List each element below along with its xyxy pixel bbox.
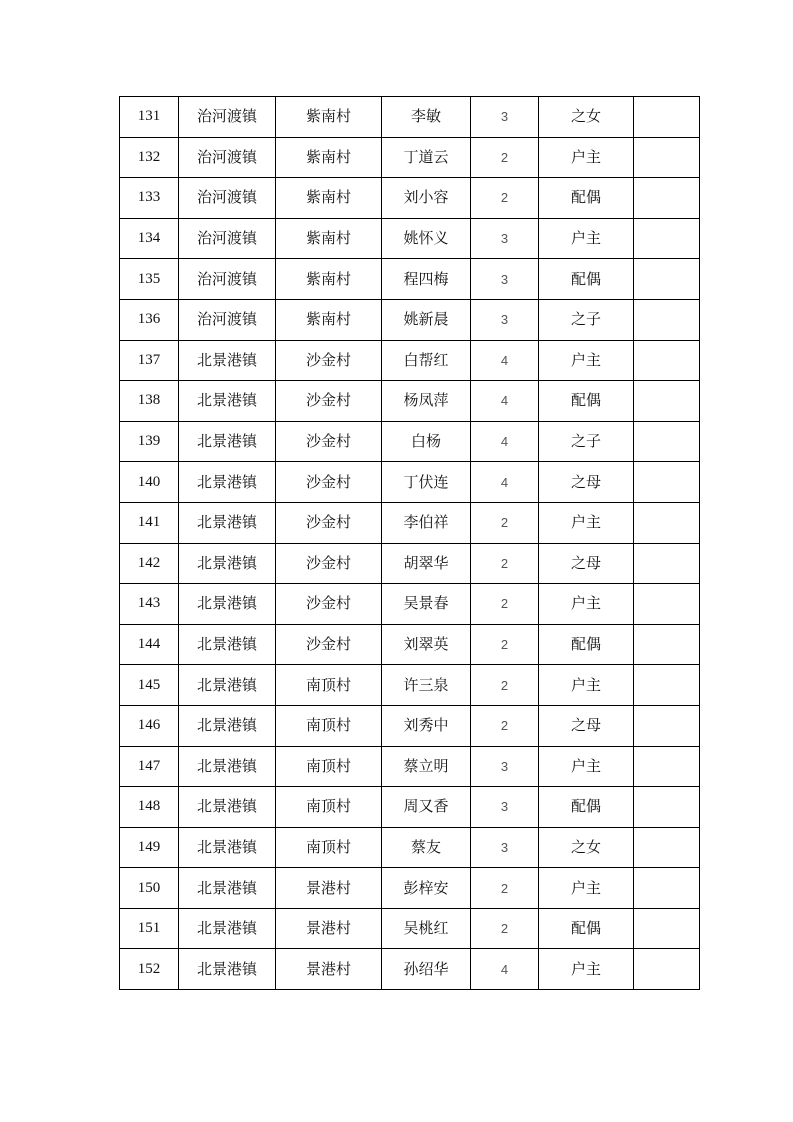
note-cell [634,259,700,300]
row-number-cell: 132 [120,137,179,178]
table-row [120,746,700,787]
town-cell: 北景港镇 [179,787,276,828]
village-cell: 紫南村 [276,97,382,138]
row-number-cell: 138 [120,381,179,422]
household-size-cell: 3 [471,827,539,868]
note-cell [634,340,700,381]
person-name-cell: 程四梅 [382,259,471,300]
person-name-cell: 胡翠华 [382,543,471,584]
household-size-cell: 4 [471,462,539,503]
note-cell [634,462,700,503]
table-body [120,97,700,990]
note-cell [634,299,700,340]
village-cell: 南顶村 [276,827,382,868]
person-name-cell: 孙绍华 [382,949,471,990]
relation-cell: 户主 [539,949,634,990]
town-cell: 北景港镇 [179,462,276,503]
note-cell [634,584,700,625]
row-number-cell: 133 [120,178,179,219]
household-size-cell: 3 [471,259,539,300]
note-cell [634,746,700,787]
relation-cell: 之女 [539,827,634,868]
relation-cell: 配偶 [539,178,634,219]
table-row [120,827,700,868]
person-name-cell: 吴桃红 [382,908,471,949]
relation-cell: 户主 [539,218,634,259]
household-size-cell: 2 [471,665,539,706]
village-cell: 紫南村 [276,137,382,178]
village-cell: 沙金村 [276,584,382,625]
table-row [120,624,700,665]
note-cell [634,421,700,462]
row-number-cell: 143 [120,584,179,625]
household-size-cell: 3 [471,97,539,138]
table-row [120,705,700,746]
household-size-cell: 2 [471,543,539,584]
town-cell: 北景港镇 [179,827,276,868]
person-name-cell: 吴景春 [382,584,471,625]
person-name-cell: 姚怀义 [382,218,471,259]
person-name-cell: 李伯祥 [382,502,471,543]
relation-cell: 配偶 [539,381,634,422]
household-size-cell: 2 [471,178,539,219]
household-size-cell: 2 [471,137,539,178]
household-size-cell: 2 [471,705,539,746]
household-size-cell: 4 [471,340,539,381]
village-cell: 南顶村 [276,787,382,828]
person-name-cell: 刘小容 [382,178,471,219]
village-cell: 紫南村 [276,178,382,219]
person-name-cell: 白帮红 [382,340,471,381]
village-cell: 南顶村 [276,746,382,787]
row-number-cell: 147 [120,746,179,787]
note-cell [634,665,700,706]
row-number-cell: 137 [120,340,179,381]
household-size-cell: 3 [471,787,539,828]
village-cell: 沙金村 [276,502,382,543]
village-cell: 南顶村 [276,665,382,706]
note-cell [634,908,700,949]
table-row [120,502,700,543]
row-number-cell: 140 [120,462,179,503]
note-cell [634,97,700,138]
village-cell: 紫南村 [276,299,382,340]
village-cell: 紫南村 [276,259,382,300]
town-cell: 北景港镇 [179,908,276,949]
relation-cell: 配偶 [539,624,634,665]
relation-cell: 户主 [539,665,634,706]
row-number-cell: 141 [120,502,179,543]
row-number-cell: 152 [120,949,179,990]
note-cell [634,502,700,543]
household-size-cell: 4 [471,421,539,462]
village-cell: 沙金村 [276,462,382,503]
town-cell: 北景港镇 [179,868,276,909]
table-row [120,949,700,990]
village-cell: 紫南村 [276,218,382,259]
table-row [120,868,700,909]
relation-cell: 之母 [539,462,634,503]
note-cell [634,178,700,219]
village-cell: 景港村 [276,908,382,949]
relation-cell: 户主 [539,502,634,543]
note-cell [634,543,700,584]
town-cell: 治河渡镇 [179,97,276,138]
table-row [120,340,700,381]
relation-cell: 之子 [539,299,634,340]
relation-cell: 配偶 [539,908,634,949]
household-roster-table [119,96,700,990]
table-row [120,97,700,138]
town-cell: 北景港镇 [179,543,276,584]
row-number-cell: 150 [120,868,179,909]
village-cell: 沙金村 [276,624,382,665]
town-cell: 治河渡镇 [179,259,276,300]
village-cell: 沙金村 [276,421,382,462]
household-size-cell: 2 [471,624,539,665]
row-number-cell: 136 [120,299,179,340]
table-row [120,421,700,462]
row-number-cell: 135 [120,259,179,300]
note-cell [634,218,700,259]
table-row [120,178,700,219]
relation-cell: 户主 [539,340,634,381]
household-size-cell: 3 [471,218,539,259]
household-size-cell: 4 [471,381,539,422]
note-cell [634,705,700,746]
note-cell [634,137,700,178]
table-row [120,462,700,503]
relation-cell: 之母 [539,705,634,746]
row-number-cell: 149 [120,827,179,868]
row-number-cell: 139 [120,421,179,462]
note-cell [634,827,700,868]
table-row [120,218,700,259]
row-number-cell: 146 [120,705,179,746]
note-cell [634,949,700,990]
person-name-cell: 许三泉 [382,665,471,706]
town-cell: 北景港镇 [179,340,276,381]
person-name-cell: 白杨 [382,421,471,462]
relation-cell: 配偶 [539,259,634,300]
town-cell: 北景港镇 [179,421,276,462]
table-row [120,381,700,422]
village-cell: 南顶村 [276,705,382,746]
village-cell: 沙金村 [276,543,382,584]
row-number-cell: 131 [120,97,179,138]
person-name-cell: 蔡立明 [382,746,471,787]
person-name-cell: 姚新晨 [382,299,471,340]
relation-cell: 配偶 [539,787,634,828]
table-row [120,137,700,178]
row-number-cell: 148 [120,787,179,828]
note-cell [634,381,700,422]
relation-cell: 户主 [539,746,634,787]
relation-cell: 户主 [539,868,634,909]
household-size-cell: 2 [471,868,539,909]
person-name-cell: 刘翠英 [382,624,471,665]
town-cell: 北景港镇 [179,949,276,990]
household-size-cell: 2 [471,908,539,949]
relation-cell: 之子 [539,421,634,462]
row-number-cell: 144 [120,624,179,665]
row-number-cell: 134 [120,218,179,259]
town-cell: 北景港镇 [179,584,276,625]
relation-cell: 户主 [539,584,634,625]
relation-cell: 户主 [539,137,634,178]
household-size-cell: 2 [471,584,539,625]
person-name-cell: 彭梓安 [382,868,471,909]
village-cell: 沙金村 [276,340,382,381]
note-cell [634,624,700,665]
person-name-cell: 丁道云 [382,137,471,178]
village-cell: 景港村 [276,949,382,990]
person-name-cell: 刘秀中 [382,705,471,746]
relation-cell: 之母 [539,543,634,584]
note-cell [634,787,700,828]
household-size-cell: 4 [471,949,539,990]
person-name-cell: 杨凤萍 [382,381,471,422]
table-row [120,908,700,949]
town-cell: 治河渡镇 [179,218,276,259]
town-cell: 北景港镇 [179,502,276,543]
relation-cell: 之女 [539,97,634,138]
table-row [120,259,700,300]
town-cell: 治河渡镇 [179,178,276,219]
table-row [120,543,700,584]
town-cell: 北景港镇 [179,665,276,706]
table-row [120,584,700,625]
household-size-cell: 2 [471,502,539,543]
table-row [120,299,700,340]
table-row [120,665,700,706]
person-name-cell: 丁伏连 [382,462,471,503]
row-number-cell: 142 [120,543,179,584]
person-name-cell: 周又香 [382,787,471,828]
person-name-cell: 蔡友 [382,827,471,868]
town-cell: 北景港镇 [179,705,276,746]
table-row [120,787,700,828]
household-size-cell: 3 [471,299,539,340]
town-cell: 治河渡镇 [179,137,276,178]
row-number-cell: 151 [120,908,179,949]
row-number-cell: 145 [120,665,179,706]
town-cell: 治河渡镇 [179,299,276,340]
village-cell: 景港村 [276,868,382,909]
town-cell: 北景港镇 [179,624,276,665]
household-size-cell: 3 [471,746,539,787]
note-cell [634,868,700,909]
village-cell: 沙金村 [276,381,382,422]
person-name-cell: 李敏 [382,97,471,138]
town-cell: 北景港镇 [179,746,276,787]
town-cell: 北景港镇 [179,381,276,422]
